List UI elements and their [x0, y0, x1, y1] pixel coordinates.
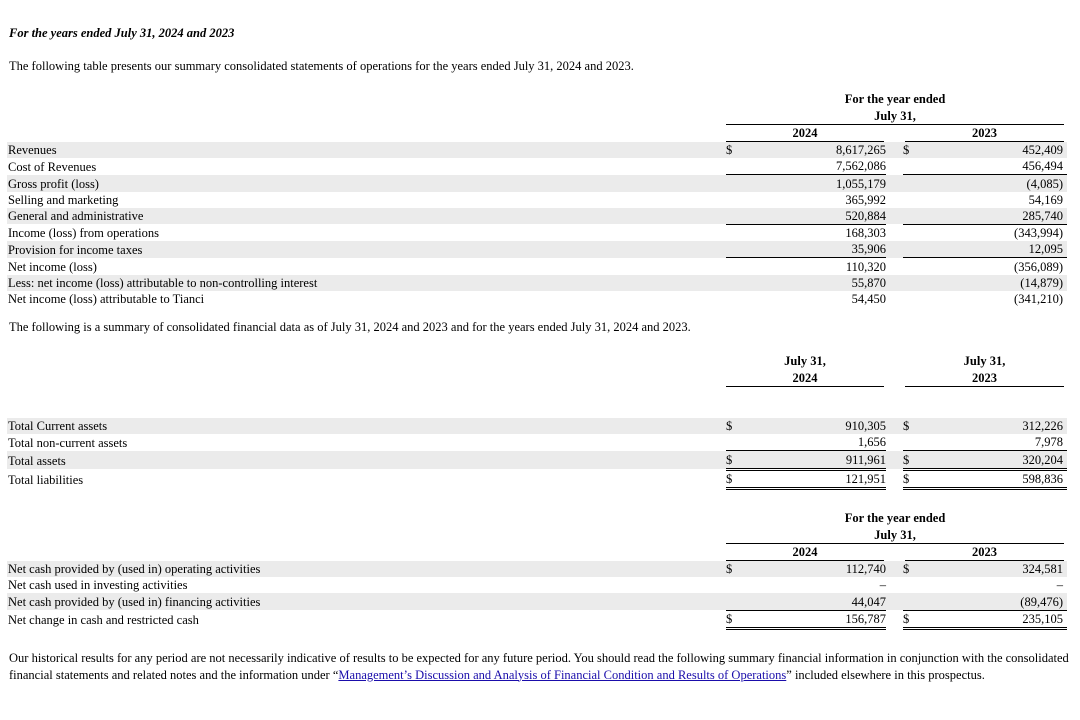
value-2024: –	[879, 578, 886, 593]
currency-symbol: $	[726, 561, 746, 577]
currency-symbol: $	[903, 610, 923, 628]
value-2024: 168,303	[845, 226, 886, 241]
value-2023: (89,476)	[923, 593, 1067, 610]
value-2023: 312,226	[923, 418, 1067, 434]
column-gap	[886, 291, 903, 307]
balance-col-2024-header: July 31, 2024	[784, 354, 826, 385]
currency-symbol	[903, 291, 923, 307]
row-label: Net cash used in investing activities	[8, 578, 188, 593]
balance-table	[7, 418, 1067, 490]
value-2023: 7,978	[923, 434, 1067, 451]
table-row	[7, 142, 1067, 158]
value-2023: 452,409	[923, 142, 1067, 158]
column-gap	[886, 275, 903, 291]
column-gap	[886, 224, 903, 241]
column-gap	[886, 577, 903, 593]
cashflow-col-2024: 2024	[792, 545, 818, 559]
currency-symbol: $	[903, 418, 923, 434]
summary-paragraph: The following is a summary of consolidated financial data as of July 31, 2024 and 2023 and for the years ended July 31, 2024 and 2023.	[9, 320, 691, 334]
row-label: Net cash provided by (used in) financing activities	[7, 593, 726, 610]
column-gap	[886, 561, 903, 577]
value-2024: 1,055,179	[746, 175, 886, 192]
value-2023: (4,085)	[923, 175, 1067, 192]
value-2024: 365,992	[845, 192, 886, 207]
value-2023: (356,089)	[1014, 259, 1063, 274]
column-gap	[886, 258, 903, 275]
currency-symbol	[903, 593, 923, 610]
table-row	[7, 610, 1067, 628]
operations-col-2024: 2024	[792, 126, 818, 140]
value-2024: 7,562,086	[746, 158, 886, 175]
value-2023: 456,494	[923, 158, 1067, 175]
balance-col-2023-rule	[905, 386, 1064, 387]
value-2023: 285,740	[923, 208, 1067, 225]
table-row	[7, 561, 1067, 577]
column-gap	[886, 192, 903, 208]
column-gap	[886, 158, 903, 175]
value-2024: 1,656	[746, 434, 886, 451]
row-label: Selling and marketing	[8, 192, 119, 207]
currency-symbol	[903, 175, 923, 192]
row-label: Less: net income (loss) attributable to non-controlling interest	[7, 275, 726, 291]
value-2024: 44,047	[746, 593, 886, 610]
row-label: Income (loss) from operations	[8, 226, 160, 241]
section-heading: For the years ended July 31, 2024 and 2023	[9, 26, 235, 40]
currency-symbol: $	[726, 142, 746, 158]
intro-paragraph: The following table presents our summary consolidated statements of operations for the years ended July 31, 2024 and 2023.	[9, 59, 634, 73]
column-gap	[886, 434, 903, 451]
operations-table	[7, 142, 1067, 307]
value-2023: (14,879)	[923, 275, 1067, 291]
currency-symbol	[903, 241, 923, 258]
table-row	[7, 418, 1067, 434]
column-gap	[886, 451, 903, 469]
row-label: Net income (loss) attributable to Tianci	[8, 291, 205, 306]
table-row	[7, 158, 1067, 175]
currency-symbol: $	[903, 142, 923, 158]
value-2023: 320,204	[923, 451, 1067, 469]
row-label: General and administrative	[7, 208, 726, 225]
closing-paragraph: Our historical results for any period are not necessarily indicative of results to be expected for any future period. You should read the following summary financial information in conjunction with the consolidated financial statements and related notes and the information under “Management’s Discussion and Analysis of Financial Condition and Results of Operations” included elsewhere in this prospectus.	[9, 651, 1069, 682]
cashflow-period-header: For the year ended July 31,	[844, 511, 946, 542]
value-2024: 110,320	[845, 259, 886, 274]
value-2024: 156,787	[746, 610, 886, 628]
value-2023: (341,210)	[1014, 291, 1063, 306]
currency-symbol	[726, 224, 746, 241]
column-gap	[886, 241, 903, 258]
column-gap	[886, 593, 903, 610]
currency-symbol	[726, 192, 746, 208]
table-row	[7, 175, 1067, 192]
value-2024: 54,450	[851, 291, 886, 306]
table-row	[7, 224, 1067, 241]
currency-symbol	[903, 577, 923, 593]
operations-col-2023: 2023	[972, 126, 997, 140]
table-row	[7, 593, 1067, 610]
table-row	[7, 469, 1067, 488]
currency-symbol: $	[726, 418, 746, 434]
currency-symbol: $	[726, 610, 746, 628]
balance-col-2024-rule	[726, 386, 884, 387]
column-gap	[886, 208, 903, 225]
currency-symbol: $	[903, 561, 923, 577]
table-row	[7, 291, 1067, 307]
value-2024: 121,951	[746, 469, 886, 488]
row-label: Net cash provided by (used in) operating activities	[7, 561, 726, 577]
value-2024: 8,617,265	[746, 142, 886, 158]
currency-symbol: $	[726, 451, 746, 469]
currency-symbol: $	[903, 469, 923, 488]
row-label: Net change in cash and restricted cash	[8, 613, 199, 628]
table-row	[7, 241, 1067, 258]
value-2023: 324,581	[923, 561, 1067, 577]
currency-symbol	[903, 434, 923, 451]
row-label: Net income (loss)	[8, 259, 97, 274]
table-row	[7, 434, 1067, 451]
currency-symbol	[903, 208, 923, 225]
currency-symbol	[726, 208, 746, 225]
table-row	[7, 577, 1067, 593]
row-label: Total assets	[7, 451, 726, 469]
currency-symbol	[726, 291, 746, 307]
currency-symbol	[726, 241, 746, 258]
table-row	[7, 192, 1067, 208]
table-row	[7, 258, 1067, 275]
currency-symbol	[903, 192, 923, 208]
table-row	[7, 208, 1067, 225]
table-row	[7, 275, 1067, 291]
row-label: Revenues	[7, 142, 726, 158]
currency-symbol	[726, 577, 746, 593]
currency-symbol: $	[726, 469, 746, 488]
currency-symbol	[903, 258, 923, 275]
column-gap	[886, 418, 903, 434]
value-2024: 520,884	[746, 208, 886, 225]
row-label: Total Current assets	[7, 418, 726, 434]
value-2024: 911,961	[746, 451, 886, 469]
currency-symbol	[726, 158, 746, 175]
column-gap	[886, 142, 903, 158]
cashflow-table	[7, 561, 1067, 630]
currency-symbol	[726, 275, 746, 291]
currency-symbol	[903, 158, 923, 175]
row-label: Gross profit (loss)	[7, 175, 726, 192]
currency-symbol	[726, 434, 746, 451]
value-2023: 54,169	[1028, 192, 1063, 207]
value-2023: 235,105	[923, 610, 1067, 628]
column-gap	[886, 175, 903, 192]
value-2024: 35,906	[746, 241, 886, 258]
currency-symbol: $	[903, 451, 923, 469]
value-2023: (343,994)	[1014, 226, 1063, 241]
column-gap	[886, 469, 903, 488]
value-2024: 112,740	[746, 561, 886, 577]
row-label: Total liabilities	[8, 473, 84, 488]
currency-symbol	[726, 175, 746, 192]
currency-symbol	[903, 224, 923, 241]
value-2023: 12,095	[923, 241, 1067, 258]
column-gap	[886, 610, 903, 628]
value-2023: 598,836	[923, 469, 1067, 488]
currency-symbol	[903, 275, 923, 291]
row-label: Provision for income taxes	[7, 241, 726, 258]
row-label: Cost of Revenues	[8, 159, 97, 174]
mdna-link[interactable]: Management’s Discussion and Analysis of Financial Condition and Results of Operations	[338, 667, 787, 682]
value-2024: 910,305	[746, 418, 886, 434]
value-2024: 55,870	[746, 275, 886, 291]
currency-symbol	[726, 258, 746, 275]
row-label: Total non-current assets	[8, 435, 128, 450]
value-2023: –	[1056, 578, 1063, 593]
balance-col-2023-header: July 31, 2023	[963, 354, 1006, 385]
operations-period-header: For the year ended July 31,	[844, 92, 946, 123]
currency-symbol	[726, 593, 746, 610]
cashflow-col-2023: 2023	[972, 545, 997, 559]
table-row	[7, 451, 1067, 469]
